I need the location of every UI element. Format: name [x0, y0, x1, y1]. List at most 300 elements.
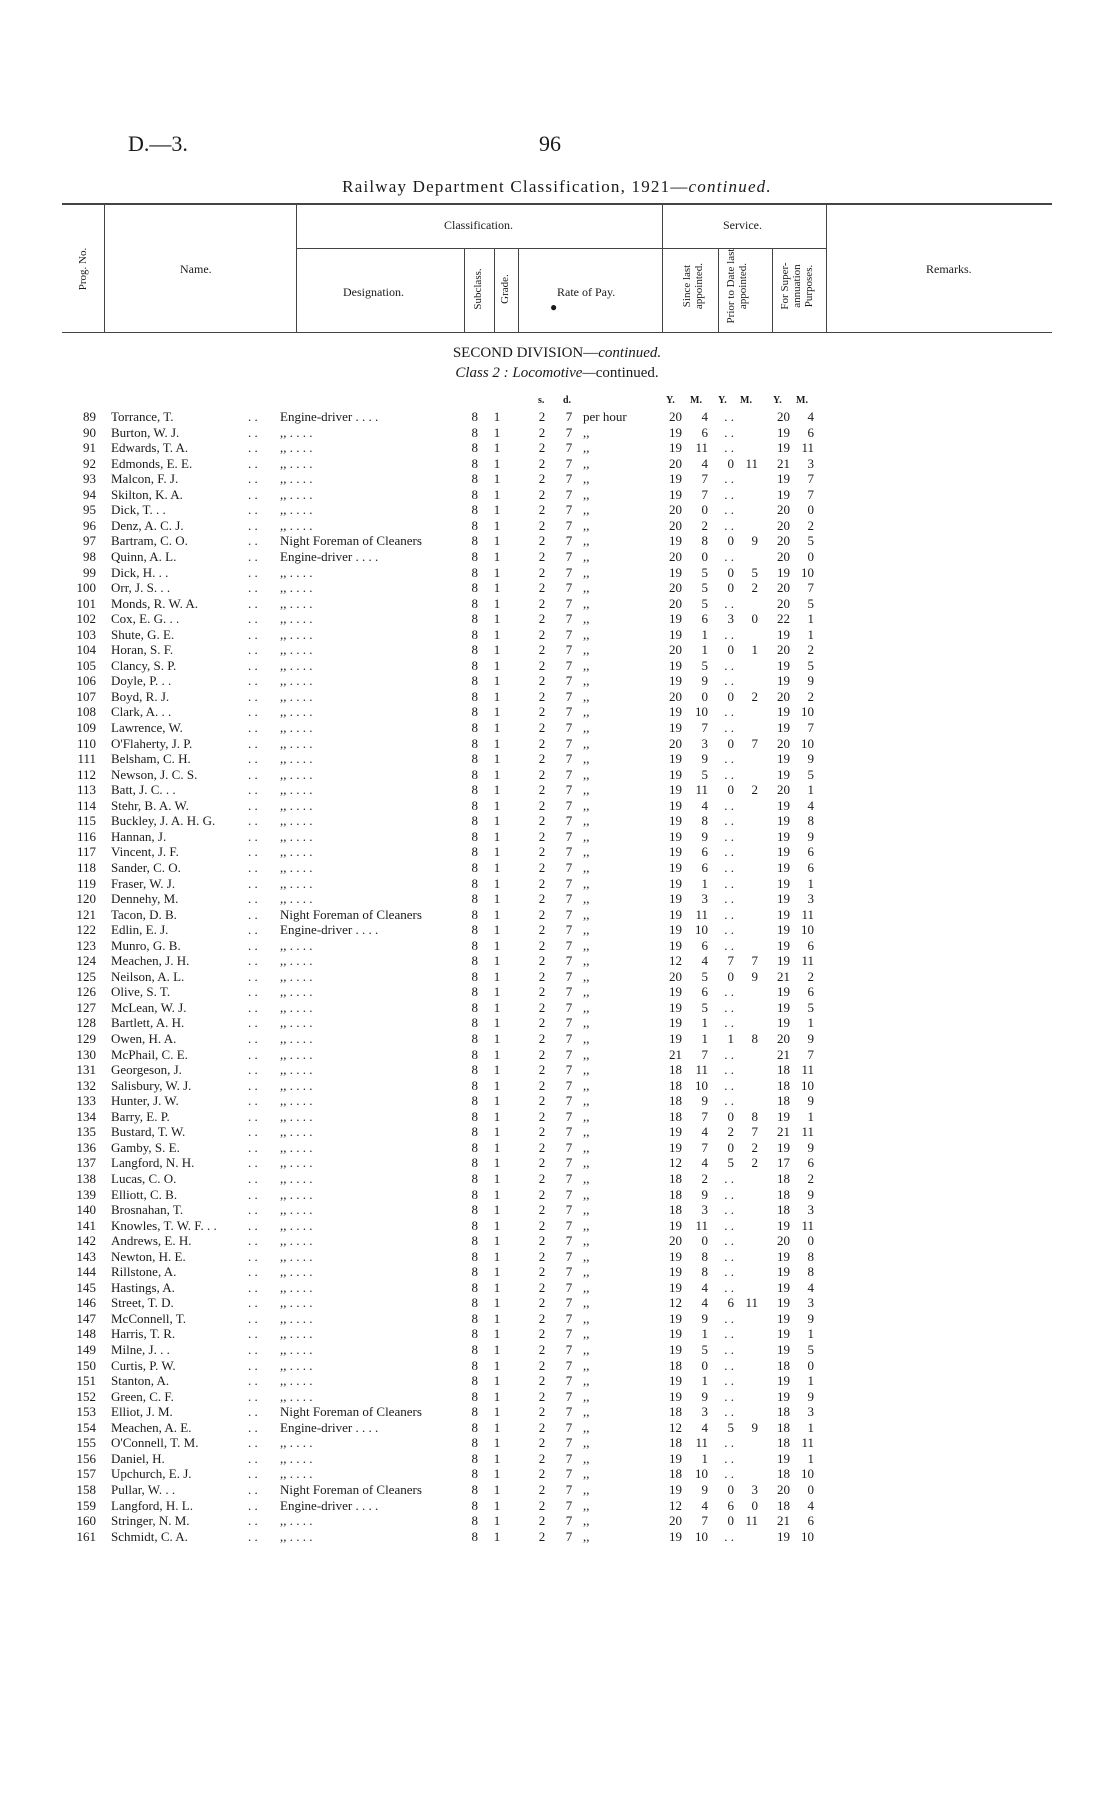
- cell-prog-no: 130: [76, 1046, 96, 1062]
- cell-prog-no: 145: [76, 1279, 96, 1295]
- leader-dots: . .: [248, 1326, 258, 1342]
- cell-since-months: 1: [701, 1450, 708, 1466]
- table-row: [0, 1093, 1114, 1109]
- cell-super-months: 7: [807, 486, 814, 502]
- cell-pence: 7: [565, 1062, 573, 1078]
- cell-rate: ,,: [583, 440, 590, 456]
- cell-name: Neilson, A. L.: [111, 968, 185, 984]
- leader-dots: . .: [248, 797, 258, 813]
- cell-name: Vincent, J. F.: [111, 844, 179, 860]
- cell-shillings: 2: [538, 1046, 546, 1062]
- page-number: 96: [539, 131, 561, 156]
- cell-prior-years: 0: [727, 1513, 734, 1529]
- cell-super-years: 18: [777, 1404, 790, 1420]
- cell-grade: 1: [493, 1062, 501, 1078]
- cell-prior-years: 1: [727, 1031, 734, 1046]
- cell-pence: 7: [565, 580, 573, 596]
- cell-prog-no: 136: [76, 1139, 96, 1155]
- cell-name: Brosnahan, T.: [111, 1202, 184, 1218]
- cell-grade: 1: [493, 502, 501, 518]
- cell-prior-years: . .: [724, 937, 734, 953]
- cell-prog-no: 115: [76, 813, 96, 829]
- cell-super-years: 19: [777, 1310, 790, 1326]
- cell-since-months: 11: [695, 440, 708, 456]
- table-row: [0, 1435, 1114, 1451]
- cell-designation: ,, . . . .: [280, 688, 313, 704]
- cell-prior-years: 7: [727, 953, 734, 969]
- cell-pence: 7: [565, 1373, 573, 1389]
- cell-designation: ,, . . . .: [280, 1217, 313, 1233]
- cell-subclass: 8: [471, 797, 478, 813]
- leader-dots: . .: [248, 595, 258, 611]
- cell-subclass: 8: [471, 1077, 478, 1093]
- cell-pence: 7: [565, 642, 573, 658]
- table-row: [0, 1358, 1114, 1374]
- cell-shillings: 2: [538, 424, 546, 440]
- cell-since-years: 19: [669, 844, 682, 860]
- cell-rate: ,,: [583, 1279, 590, 1295]
- leader-dots: . .: [248, 922, 258, 938]
- cell-prog-no: 95: [83, 502, 96, 518]
- cell-grade: 1: [493, 766, 501, 782]
- table-row: [0, 565, 1114, 581]
- cell-pence: 7: [565, 1264, 573, 1280]
- cell-subclass: 8: [471, 409, 478, 424]
- cell-super-months: 6: [807, 859, 814, 875]
- cell-super-months: 1: [807, 626, 814, 642]
- cell-super-years: 20: [777, 782, 790, 798]
- cell-prior-years: . .: [724, 984, 734, 1000]
- cell-pence: 7: [565, 424, 573, 440]
- cell-pence: 7: [565, 564, 573, 580]
- cell-pence: 7: [565, 875, 573, 891]
- cell-prior-years: . .: [724, 1217, 734, 1233]
- cell-prior-years: 0: [727, 688, 734, 704]
- cell-super-months: 9: [807, 1186, 814, 1202]
- cell-super-months: 1: [807, 1326, 814, 1342]
- cell-subclass: 8: [471, 906, 478, 922]
- cell-super-years: 19: [777, 424, 790, 440]
- cell-grade: 1: [493, 642, 501, 658]
- cell-name: Langford, N. H.: [111, 1155, 195, 1171]
- cell-rate: ,,: [583, 1186, 590, 1202]
- cell-pence: 7: [565, 1497, 573, 1513]
- cell-designation: ,, . . . .: [280, 657, 313, 673]
- cell-pence: 7: [565, 906, 573, 922]
- cell-subclass: 8: [471, 1373, 478, 1389]
- cell-name: Knowles, T. W. F. . .: [111, 1217, 217, 1233]
- cell-since-years: 19: [669, 704, 682, 720]
- cell-shillings: 2: [538, 1326, 546, 1342]
- cell-pence: 7: [565, 1217, 573, 1233]
- cell-grade: 1: [493, 1513, 501, 1529]
- cell-since-months: 10: [695, 1466, 708, 1482]
- cell-super-years: 20: [777, 502, 790, 518]
- cell-since-years: 12: [669, 953, 682, 969]
- col-rate: Rate of Pay.: [557, 285, 616, 299]
- cell-prog-no: 153: [76, 1404, 96, 1420]
- cell-since-months: 0: [701, 1233, 708, 1249]
- cell-prior-years: . .: [724, 859, 734, 875]
- col-name: Name.: [180, 262, 212, 276]
- cell-since-months: 7: [701, 1513, 708, 1529]
- cell-grade: 1: [493, 859, 501, 875]
- cell-rate: ,,: [583, 1481, 590, 1497]
- cell-rate: ,,: [583, 751, 590, 767]
- cell-shillings: 2: [538, 828, 546, 844]
- cell-subclass: 8: [471, 968, 478, 984]
- cell-grade: 1: [493, 1046, 501, 1062]
- cell-super-years: 19: [777, 1342, 790, 1357]
- cell-since-months: 0: [701, 1357, 708, 1373]
- cell-since-months: 7: [701, 1046, 708, 1062]
- cell-subclass: 8: [471, 1217, 478, 1233]
- cell-pence: 7: [565, 517, 573, 533]
- cell-designation: ,, . . . .: [280, 1373, 313, 1389]
- leader-dots: . .: [248, 828, 258, 844]
- cell-subclass: 8: [471, 533, 478, 549]
- cell-prog-no: 157: [76, 1466, 96, 1482]
- leader-dots: . .: [248, 953, 258, 969]
- table-row: [0, 1482, 1114, 1498]
- cell-rate: ,,: [583, 1170, 590, 1186]
- cell-subclass: 8: [471, 580, 478, 596]
- cell-name: Dennehy, M.: [111, 891, 179, 907]
- cell-since-months: 1: [701, 1015, 708, 1031]
- cell-super-months: 11: [801, 1435, 814, 1451]
- cell-rate: ,,: [583, 1450, 590, 1466]
- leader-dots: . .: [248, 1202, 258, 1218]
- cell-super-years: 19: [777, 1295, 790, 1311]
- cell-since-years: 20: [669, 688, 682, 704]
- header-bottom-rule: [62, 332, 1052, 333]
- leader-dots: . .: [248, 1139, 258, 1155]
- cell-super-years: 19: [777, 813, 790, 829]
- cell-super-months: 1: [807, 1015, 814, 1031]
- cell-name: Edlin, E. J.: [111, 922, 169, 938]
- cell-grade: 1: [493, 1357, 501, 1373]
- cell-since-months: 4: [701, 1124, 708, 1140]
- cell-name: McPhail, C. E.: [111, 1046, 188, 1062]
- cell-prog-no: 129: [76, 1031, 96, 1046]
- cell-rate: ,,: [583, 1419, 590, 1435]
- cell-name: Clancy, S. P.: [111, 657, 177, 673]
- leader-dots: . .: [248, 1450, 258, 1466]
- cell-prior-years: . .: [724, 548, 734, 564]
- divider-prog: [104, 203, 105, 333]
- cell-rate: ,,: [583, 1357, 590, 1373]
- table-row: [0, 767, 1114, 783]
- cell-since-months: 1: [701, 642, 708, 658]
- cell-super-months: 9: [807, 751, 814, 767]
- cell-pence: 7: [565, 1310, 573, 1326]
- cell-subclass: 8: [471, 891, 478, 907]
- cell-prog-no: 135: [76, 1124, 96, 1140]
- cell-super-years: 19: [777, 999, 790, 1015]
- cell-prior-months: 11: [745, 1513, 758, 1529]
- cell-since-years: 19: [669, 813, 682, 829]
- table-row: [0, 720, 1114, 736]
- cell-rate: ,,: [583, 517, 590, 533]
- cell-grade: 1: [493, 1342, 501, 1357]
- cell-prior-months: 2: [751, 1155, 758, 1171]
- cell-subclass: 8: [471, 455, 478, 471]
- cell-prior-years: . .: [724, 486, 734, 502]
- cell-designation: ,, . . . .: [280, 471, 313, 487]
- cell-super-years: 19: [777, 1139, 790, 1155]
- cell-rate: ,,: [583, 611, 590, 627]
- cell-subclass: 8: [471, 1435, 478, 1451]
- cell-designation: ,, . . . .: [280, 1108, 313, 1124]
- table-row: [0, 969, 1114, 985]
- cell-since-months: 9: [701, 1093, 708, 1109]
- cell-subclass: 8: [471, 688, 478, 704]
- cell-pence: 7: [565, 502, 573, 518]
- cell-grade: 1: [493, 1031, 501, 1046]
- cell-prior-years: . .: [724, 828, 734, 844]
- cell-grade: 1: [493, 1450, 501, 1466]
- cell-name: Schmidt, C. A.: [111, 1528, 188, 1544]
- cell-designation: ,, . . . .: [280, 1295, 313, 1311]
- cell-name: Daniel, H.: [111, 1450, 165, 1466]
- cell-since-years: 18: [669, 1404, 682, 1420]
- col-superannuation: For Super-annuation Purposes.: [779, 262, 815, 310]
- cell-super-months: 2: [807, 1170, 814, 1186]
- cell-since-months: 8: [701, 813, 708, 829]
- col-classification: Classification.: [444, 218, 513, 232]
- cell-since-years: 19: [669, 1139, 682, 1155]
- cell-super-years: 19: [777, 891, 790, 907]
- cell-since-years: 18: [669, 1077, 682, 1093]
- cell-name: Skilton, K. A.: [111, 486, 183, 502]
- cell-name: Andrews, E. H.: [111, 1233, 192, 1249]
- leader-dots: . .: [248, 937, 258, 953]
- cell-grade: 1: [493, 517, 501, 533]
- cell-prog-no: 114: [76, 797, 96, 813]
- cell-subclass: 8: [471, 1124, 478, 1140]
- cell-super-months: 8: [807, 813, 814, 829]
- division-heading: [0, 345, 1114, 362]
- table-row: [0, 1047, 1114, 1063]
- col-grade: Grade.: [499, 274, 511, 304]
- cell-since-months: 10: [695, 922, 708, 938]
- cell-since-months: 3: [701, 1202, 708, 1218]
- cell-prior-years: 0: [727, 533, 734, 549]
- cell-since-months: 9: [701, 1481, 708, 1497]
- cell-prog-no: 110: [76, 735, 96, 751]
- cell-shillings: 2: [538, 688, 546, 704]
- cell-grade: 1: [493, 1264, 501, 1280]
- cell-super-years: 19: [777, 1373, 790, 1389]
- cell-prior-years: . .: [724, 1357, 734, 1373]
- cell-subclass: 8: [471, 471, 478, 487]
- cell-since-years: 19: [669, 1279, 682, 1295]
- cell-rate: ,,: [583, 1466, 590, 1482]
- cell-prior-years: . .: [724, 1077, 734, 1093]
- cell-super-years: 18: [777, 1357, 790, 1373]
- cell-pence: 7: [565, 968, 573, 984]
- cell-super-months: 6: [807, 424, 814, 440]
- cell-designation: ,, . . . .: [280, 720, 313, 735]
- cell-since-years: 19: [669, 673, 682, 689]
- cell-name: Dick, T. . .: [111, 502, 166, 518]
- cell-shillings: 2: [538, 1419, 546, 1435]
- cell-subclass: 8: [471, 611, 478, 627]
- cell-grade: 1: [493, 704, 501, 720]
- cell-rate: ,,: [583, 1373, 590, 1389]
- cell-since-years: 18: [669, 1062, 682, 1078]
- cell-subclass: 8: [471, 440, 478, 456]
- cell-since-months: 4: [701, 1497, 708, 1513]
- cell-grade: 1: [493, 720, 501, 735]
- cell-pence: 7: [565, 999, 573, 1015]
- cell-grade: 1: [493, 564, 501, 580]
- cell-subclass: 8: [471, 424, 478, 440]
- cell-since-months: 4: [701, 797, 708, 813]
- cell-pence: 7: [565, 409, 573, 424]
- cell-shillings: 2: [538, 875, 546, 891]
- table-row: [0, 1015, 1114, 1031]
- cell-super-months: 2: [807, 968, 814, 984]
- cell-rate: ,,: [583, 1217, 590, 1233]
- cell-shillings: 2: [538, 409, 546, 424]
- cell-name: Stanton, A.: [111, 1373, 170, 1389]
- cell-since-years: 19: [669, 1450, 682, 1466]
- cell-prior-years: . .: [724, 1046, 734, 1062]
- cell-prog-no: 122: [76, 922, 96, 938]
- cell-name: Boyd, R. J.: [111, 688, 170, 704]
- cell-prior-years: . .: [724, 1062, 734, 1078]
- cell-subclass: 8: [471, 595, 478, 611]
- leader-dots: . .: [248, 968, 258, 984]
- cell-super-months: 11: [801, 906, 814, 922]
- cell-prior-years: . .: [724, 813, 734, 829]
- unit-months-since: M.: [690, 395, 702, 406]
- cell-prog-no: 104: [76, 642, 96, 658]
- cell-subclass: 8: [471, 828, 478, 844]
- cell-prog-no: 99: [83, 564, 96, 580]
- cell-shillings: 2: [538, 657, 546, 673]
- cell-since-years: 18: [669, 1093, 682, 1109]
- cell-grade: 1: [493, 1466, 501, 1482]
- cell-super-months: 5: [807, 766, 814, 782]
- cell-designation: ,, . . . .: [280, 735, 313, 751]
- cell-rate: ,,: [583, 999, 590, 1015]
- leader-dots: . .: [248, 1186, 258, 1202]
- class-heading: [0, 365, 1114, 382]
- cell-prior-years: 0: [727, 642, 734, 658]
- leader-dots: . .: [248, 1217, 258, 1233]
- cell-prior-years: 5: [727, 1419, 734, 1435]
- leader-dots: . .: [248, 782, 258, 798]
- leader-dots: . .: [248, 1264, 258, 1280]
- cell-super-months: 5: [807, 657, 814, 673]
- cell-super-years: 19: [777, 720, 790, 735]
- cell-designation: ,, . . . .: [280, 813, 313, 829]
- leader-dots: . .: [248, 1015, 258, 1031]
- cell-pence: 7: [565, 657, 573, 673]
- cell-shillings: 2: [538, 891, 546, 907]
- cell-prog-no: 147: [76, 1310, 96, 1326]
- cell-prior-years: 0: [727, 455, 734, 471]
- table-row: [0, 907, 1114, 923]
- cell-since-years: 18: [669, 1108, 682, 1124]
- cell-shillings: 2: [538, 1373, 546, 1389]
- cell-super-years: 19: [777, 1248, 790, 1264]
- cell-designation: ,, . . . .: [280, 828, 313, 844]
- cell-subclass: 8: [471, 1264, 478, 1280]
- cell-grade: 1: [493, 688, 501, 704]
- cell-prog-no: 91: [83, 440, 96, 456]
- cell-super-years: 19: [777, 828, 790, 844]
- cell-since-years: 18: [669, 1435, 682, 1451]
- unit-months-prior: M.: [740, 395, 752, 406]
- cell-super-months: 3: [807, 891, 814, 907]
- cell-designation: ,, . . . .: [280, 1186, 313, 1202]
- cell-pence: 7: [565, 1388, 573, 1404]
- cell-rate: ,,: [583, 1233, 590, 1249]
- cell-rate: ,,: [583, 1248, 590, 1264]
- cell-shillings: 2: [538, 548, 546, 564]
- cell-since-years: 20: [669, 1513, 682, 1529]
- cell-since-years: 19: [669, 1248, 682, 1264]
- cell-prog-no: 118: [76, 859, 96, 875]
- cell-grade: 1: [493, 1077, 501, 1093]
- cell-since-years: 19: [669, 891, 682, 907]
- cell-subclass: 8: [471, 657, 478, 673]
- cell-name: Harris, T. R.: [111, 1326, 176, 1342]
- cell-shillings: 2: [538, 797, 546, 813]
- table-row: [0, 611, 1114, 627]
- cell-shillings: 2: [538, 1139, 546, 1155]
- leader-dots: . .: [248, 409, 258, 424]
- table-row: [0, 1109, 1114, 1125]
- cell-rate: ,,: [583, 1528, 590, 1544]
- cell-grade: 1: [493, 891, 501, 907]
- cell-shillings: 2: [538, 968, 546, 984]
- cell-grade: 1: [493, 953, 501, 969]
- cell-designation: ,, . . . .: [280, 1326, 313, 1342]
- cell-since-months: 5: [701, 657, 708, 673]
- cell-since-months: 5: [701, 564, 708, 580]
- table-row: [0, 1202, 1114, 1218]
- cell-since-years: 19: [669, 1326, 682, 1342]
- cell-pence: 7: [565, 922, 573, 938]
- cell-since-months: 4: [701, 1295, 708, 1311]
- table-row: [0, 1326, 1114, 1342]
- cell-prior-years: 0: [727, 580, 734, 596]
- cell-grade: 1: [493, 1326, 501, 1342]
- cell-super-months: 10: [801, 1077, 814, 1093]
- cell-grade: 1: [493, 1373, 501, 1389]
- cell-designation: ,, . . . .: [280, 1450, 313, 1466]
- cell-designation: ,, . . . .: [280, 424, 313, 440]
- cell-prior-months: 2: [751, 688, 758, 704]
- table-row: [0, 1513, 1114, 1529]
- divider-prior: [772, 248, 773, 333]
- cell-super-years: 21: [777, 455, 790, 471]
- cell-grade: 1: [493, 1170, 501, 1186]
- cell-since-years: 20: [669, 595, 682, 611]
- leader-dots: . .: [248, 642, 258, 658]
- cell-subclass: 8: [471, 751, 478, 767]
- cell-subclass: 8: [471, 1031, 478, 1046]
- cell-pence: 7: [565, 1233, 573, 1249]
- cell-subclass: 8: [471, 1046, 478, 1062]
- cell-designation: Night Foreman of Cleaners: [280, 533, 422, 549]
- cell-prior-years: 0: [727, 1108, 734, 1124]
- leader-dots: . .: [248, 1419, 258, 1435]
